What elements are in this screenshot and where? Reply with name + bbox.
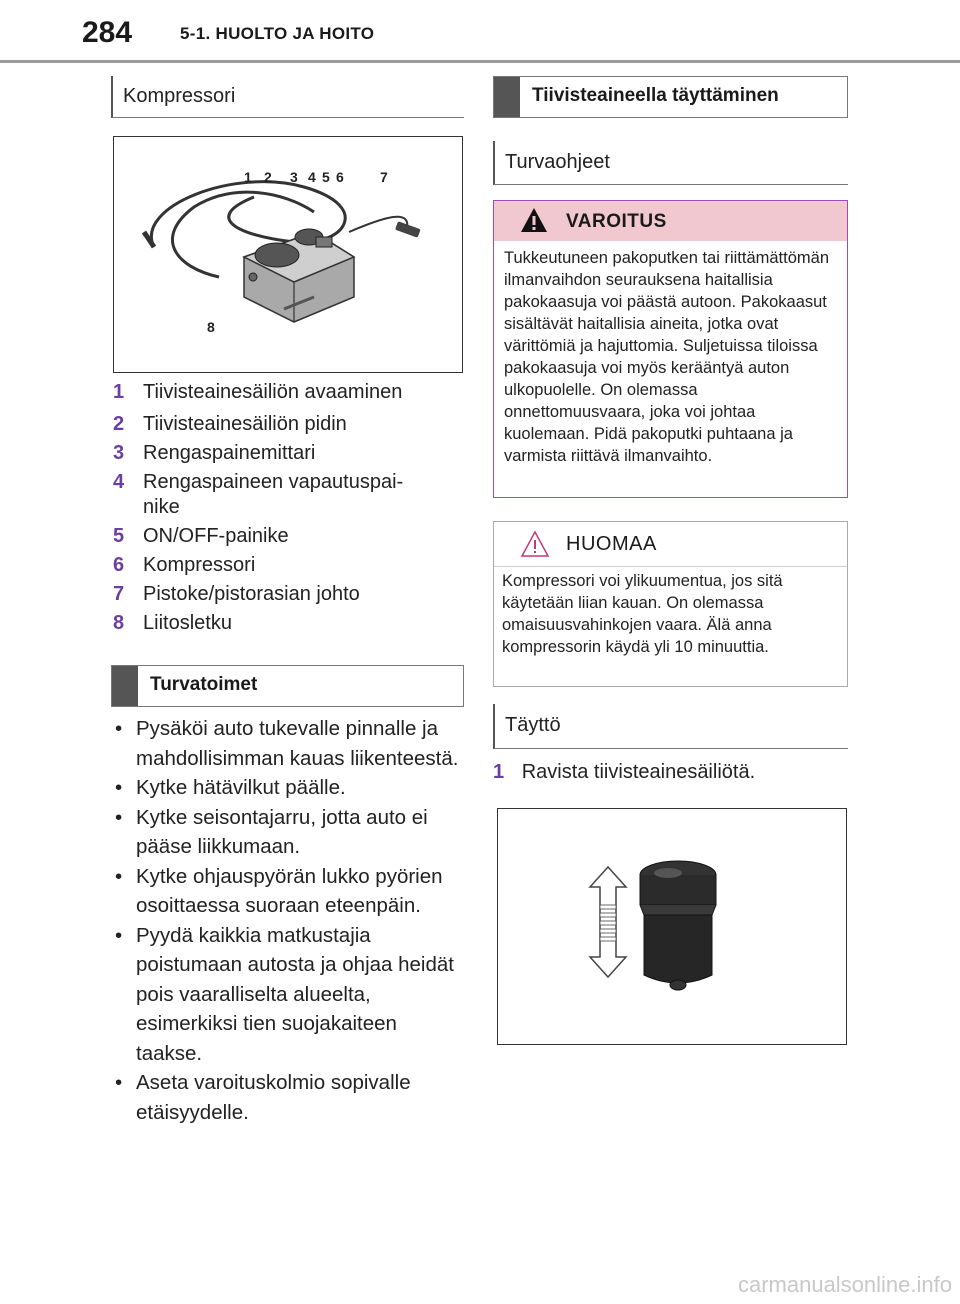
header-rule bbox=[0, 60, 960, 63]
callout-4: 4 bbox=[308, 169, 316, 185]
legend-num: 5 bbox=[113, 525, 125, 547]
heading-bar bbox=[494, 77, 520, 117]
heading-instructions bbox=[493, 141, 848, 185]
warning-title: VAROITUS bbox=[566, 211, 667, 232]
list-item: • Kytke seisontajarru, jotta auto ei pääse liikkumaan. bbox=[113, 803, 463, 862]
warning-header bbox=[494, 201, 847, 241]
warning-triangle-icon bbox=[520, 207, 548, 233]
safety-list bbox=[113, 714, 463, 1127]
warning-text: Tukkeutuneen pakoputken tai riittämättömän ilmanvaihdon seurauksena haitallisia pakokaasuja voi päästä autoon. Pakokaasut sisältävät haitallisia aineita, jotka ovat värittömiä ja hajuttomia. Suljetuissa tiloissa pakokaasuja voi myös kerääntyä auton ulkopuolelle. On olemassa onnettomuusvaara, joka voi johtaa kuolemaan. Pidä pakoputki puhtaana ja varmista riittävä ilmanvaihto. bbox=[504, 249, 829, 465]
callout-2: 2 bbox=[264, 169, 272, 185]
heading-safety-text: Turvatoimet bbox=[150, 674, 258, 695]
legend-label: Rengaspaineen vapautuspai- bbox=[143, 471, 404, 493]
shake-figure bbox=[497, 808, 847, 1045]
callout-3: 3 bbox=[290, 169, 298, 185]
legend-label: Tiivisteainesäiliön pidin bbox=[143, 413, 347, 435]
list-item: • Pyydä kaikkia matkustajia poistumaan autosta ja ohjaa heidät pois vaaralliselta alueelta, esimerkiksi tien suojakaiteen taakse. bbox=[113, 921, 463, 1069]
step-num: 1 bbox=[493, 761, 505, 783]
callout-8: 8 bbox=[207, 319, 215, 335]
notice-box bbox=[493, 521, 848, 687]
legend-num: 3 bbox=[113, 442, 125, 464]
legend-label-cont: nike bbox=[143, 496, 180, 518]
watermark: carmanualsonline.info bbox=[737, 1272, 952, 1297]
heading-filling bbox=[493, 704, 848, 749]
callout-1: 1 bbox=[244, 169, 252, 185]
list-item: • Kytke ohjauspyörän lukko pyörien osoittaessa suoraan eteenpäin. bbox=[113, 862, 463, 921]
legend-num: 7 bbox=[113, 583, 125, 605]
shake-bottle-illustration bbox=[498, 809, 845, 1043]
heading-safety bbox=[111, 665, 464, 707]
caution-triangle-icon bbox=[520, 530, 550, 558]
legend-label: Liitosletku bbox=[143, 612, 232, 634]
callout-5: 5 bbox=[322, 169, 330, 185]
step-text: Ravista tiivisteainesäiliötä. bbox=[521, 761, 756, 783]
notice-header bbox=[494, 522, 847, 567]
list-item: • Pysäköi auto tukevalle pinnalle ja mahdollisimman kauas liikenteestä. bbox=[113, 714, 463, 773]
heading-compressor-text: Kompressori bbox=[123, 85, 236, 107]
legend-num: 2 bbox=[113, 413, 125, 435]
legend-label: Rengaspainemittari bbox=[143, 442, 316, 464]
page-number: 284 bbox=[82, 16, 133, 49]
heading-filling-text: Täyttö bbox=[505, 714, 561, 736]
legend-num: 8 bbox=[113, 612, 125, 634]
heading-instructions-text: Turvaohjeet bbox=[505, 151, 610, 173]
legend-label: ON/OFF-painike bbox=[143, 525, 289, 547]
list-item: • Aseta varoituskolmio sopivalle etäisyydelle. bbox=[113, 1068, 463, 1127]
callout-6: 6 bbox=[336, 169, 344, 185]
legend-label: Kompressori bbox=[143, 554, 256, 576]
heading-bar bbox=[112, 666, 138, 706]
compressor-illustration bbox=[114, 137, 461, 371]
heading-fill-text: Tiivisteaineella täyttäminen bbox=[532, 85, 779, 106]
legend-label: Pistoke/pistorasian johto bbox=[143, 583, 360, 605]
heading-compressor bbox=[111, 76, 464, 118]
list-item: • Kytke hätävilkut päälle. bbox=[113, 773, 463, 803]
notice-text: Kompressori voi ylikuumentua, jos sitä käytetään liian kauan. On olemassa omaisuusvahinkojen vaara. Älä anna kompressorin käydä yli 10 minuuttia. bbox=[502, 572, 783, 656]
step-item bbox=[493, 761, 755, 784]
legend-num: 4 bbox=[113, 471, 125, 493]
compressor-figure bbox=[113, 136, 463, 373]
notice-title: HUOMAA bbox=[566, 533, 657, 555]
legend-num: 6 bbox=[113, 554, 125, 576]
legend-num: 1 bbox=[113, 381, 125, 403]
callout-7: 7 bbox=[380, 169, 388, 185]
section-title: 5-1. HUOLTO JA HOITO bbox=[180, 24, 375, 43]
legend-label: Tiivisteainesäiliön avaaminen bbox=[143, 381, 403, 403]
warning-box bbox=[493, 200, 848, 498]
heading-fill bbox=[493, 76, 848, 118]
